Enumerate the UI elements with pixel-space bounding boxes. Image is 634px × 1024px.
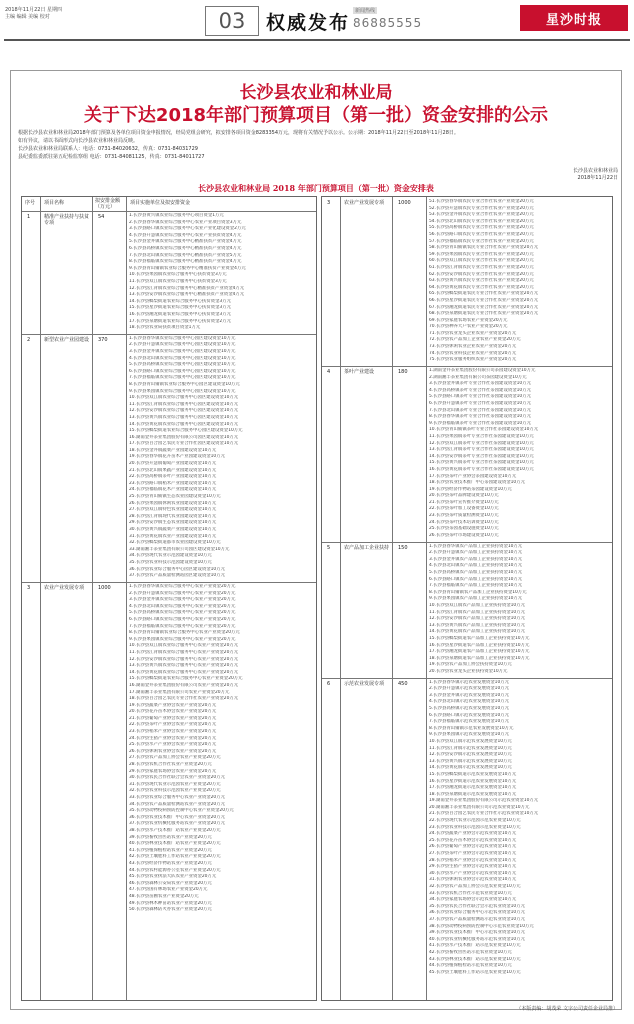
list-item: 14.长沙县榔梨街道农业综合服务中心扶贫资金3万元 [129, 298, 231, 304]
group-seq: 3 [27, 585, 31, 591]
list-item: 8.长沙县青山铺镇农业综合服务中心园区建设资金10万元 [129, 381, 240, 387]
brand-name: 星沙时报 [545, 13, 602, 28]
list-item: 27.长沙县农产品加工协会农业产业资金20万元 [129, 755, 221, 761]
column-divider [40, 197, 41, 1000]
list-item: 29.长沙县安沙镇生态农业园建设资金10万元 [129, 520, 217, 526]
list-item: 2.长沙县开慧镇农业综合服务中心园区建设资金10万元 [129, 342, 236, 348]
list-item: 4.长沙县北山镇农产品加工企业扶持资金10万元 [429, 563, 523, 569]
list-item: 11.长沙县果园镇茶叶专业合作社茶园建设资金10万元 [429, 433, 534, 439]
group-seq: 1 [27, 214, 31, 220]
list-item: 18.长沙县农业技术推广中心茶园建设资金10万元 [429, 480, 525, 486]
list-item: 72.长沙县农产品加工企业农业产业资金20万元 [429, 337, 521, 343]
list-item: 17.长沙县湘龙街道示范农业发展资金10万元 [429, 785, 517, 791]
list-item: 28.长沙县农机合作社农业产业资金20万元 [129, 762, 212, 768]
sign-date: 2018年11月22日 [577, 175, 618, 181]
list-item: 2.长沙县开慧镇示范农业发展资金10万元 [429, 686, 510, 692]
list-item: 8.长沙县青山铺镇农业综合服务中心农业产业资金20万元 [129, 630, 240, 636]
list-item: 69.长沙县家庭农场农业产业资金20万元 [429, 317, 508, 323]
list-item: 15.长沙县榔梨街道农业综合服务中心农业产业资金20万元 [129, 676, 243, 682]
section-title: 权威发布 [266, 12, 351, 34]
list-item: 25.长沙县水产产业协会农业产业资金20万元 [129, 742, 217, 748]
list-item: 25.长沙县茶园基础设施资金10万元 [429, 526, 499, 532]
list-item: 20.长沙县茶叶品牌建设资金10万元 [429, 493, 499, 499]
list-item: 9.长沙县果园镇农业综合服务中心园区建设资金10万元 [129, 388, 236, 394]
list-item: 45.长沙县农业执法大队农业产业资金20万元 [129, 874, 217, 880]
group-name: 农产品加工企业扶持 [344, 544, 390, 551]
list-item: 32.长沙县农产品加工协会示范农业资金10万元 [429, 884, 521, 889]
list-item: 6.长沙县开慧镇茶叶专业合作社茶园建设资金10万元 [429, 400, 531, 406]
list-item: 10.长沙县双江镇示范农业发展资金10万元 [429, 738, 512, 744]
list-item: 12.长沙县安沙镇农产品加工企业扶持资金10万元 [429, 616, 525, 622]
list-item: 48.长沙县苗圃农业产业资金20万元 [129, 893, 199, 899]
list-item: 1.长沙县黄兴镇农业综合服务中心项目资金1万元 [129, 213, 224, 218]
list-item: 1.湖南金井茶业集团股份有限公司茶园建设资金10万元 [429, 368, 536, 373]
brand-logo [520, 5, 628, 31]
list-item: 64.长沙县黄花镇农民专业合作社农业产业资金20万元 [429, 284, 534, 290]
list-item: 14.长沙县黄花镇示范农业发展资金10万元 [429, 765, 512, 771]
list-item: 13.长沙县江背镇茶叶专业合作社茶园建设资金10万元 [429, 447, 534, 453]
list-item: 66.长沙县星沙街道农民专业合作社农业产业资金20万元 [429, 297, 539, 303]
list-item: 40.长沙县农业机械化服务站示范农业资金10万元 [429, 936, 525, 942]
footnote: （本版责编：胡茂荣 文字公司责任企业局推） [516, 1006, 618, 1012]
list-item: 11.长沙县江背镇农业综合服务中心园区建设资金10万元 [129, 401, 239, 407]
notice-paragraph: 如有异议，请以书面形式向长沙县农业和林业局反映。 [18, 138, 139, 144]
list-item: 3.长沙县金井镇示范农业发展资金10万元 [429, 692, 510, 698]
list-item: 59.长沙县果园镇农民专业合作社农业产业资金20万元 [429, 251, 534, 257]
notice-title-line2: 关于下达2018年部门预算项目（第一批）资金安排的公示 [83, 105, 549, 126]
list-item: 25.长沙县花卉苗木协会示范农业资金10万元 [429, 837, 517, 843]
list-item: 20.长沙县开慧镇葡萄产业园建设资金10万元 [129, 461, 217, 467]
group-amount: 54 [98, 214, 105, 220]
column-divider [392, 197, 393, 1000]
list-item: 8.长沙县福临镇农业综合服务中心精准扶贫产业资金4万元 [129, 259, 242, 265]
list-item: 19.长沙县经济作物站茶园建设资金10万元 [429, 486, 512, 492]
list-item: 28.长沙县稻米产业协会示范农业资金10万元 [429, 857, 517, 863]
list-item: 24.长沙县生猪产业协会农业产业资金20万元 [129, 735, 217, 741]
header-items: 项目实施单位及拟安排资金 [130, 200, 191, 206]
group-divider [322, 366, 612, 367]
list-item: 19.长沙县蔬菜产业协会农业产业资金20万元 [129, 702, 217, 708]
list-item: 10.长沙县双江镇农产品加工企业扶持资金10万元 [429, 602, 525, 608]
list-item: 67.长沙县湘龙街道农民专业合作社农业产业资金20万元 [429, 304, 539, 310]
list-item: 11.长沙县江背镇农产品加工企业扶持资金10万元 [429, 609, 525, 615]
list-item: 36.长沙县农业综合服务中心示范农业资金10万元 [429, 910, 525, 916]
masthead-date: 2018年11月22日 星期四 [5, 7, 63, 13]
list-item: 5.长沙县路口镇茶叶专业合作社茶园建设资金10万元 [429, 394, 531, 400]
list-item: 14.长沙县黄花镇农业综合服务中心农业产业资金20万元 [129, 669, 239, 675]
list-item: 26.长沙县葡萄产业协会示范农业资金10万元 [429, 844, 517, 850]
group-item-list [429, 680, 609, 977]
list-item: 20.长沙县花卉苗木协会农业产业资金20万元 [129, 709, 217, 715]
list-item: 19.长沙县春华镇花卉苗木产业园建设资金10万元 [129, 454, 225, 460]
list-item: 13.长沙县黄兴镇农业综合服务中心农业产业资金20万元 [129, 663, 239, 669]
list-item: 56.长沙县路口镇农民专业合作社农业产业资金20万元 [429, 231, 534, 237]
list-item: 5.长沙县金井镇农业综合服务中心精准扶贫产业资金4万元 [129, 239, 242, 245]
list-item: 6.长沙县路口镇示范农业发展资金10万元 [429, 712, 510, 718]
list-item: 53.长沙县金井镇农民专业合作社农业产业资金20万元 [429, 212, 534, 218]
table-title: 长沙县农业和林业局 2018 年部门预算项目（第一批）资金安排表 [198, 183, 434, 193]
list-item: 37.长沙县农业机械化服务站农业产业资金20万元 [129, 821, 225, 827]
list-item: 24.长沙县茶叶技术培训资金10万元 [429, 519, 499, 525]
header-seq: 序号 [25, 200, 36, 206]
list-item: 23.长沙县稻米产业协会农业产业资金20万元 [129, 729, 217, 735]
group-seq: 5 [327, 544, 331, 551]
list-item: 10.长沙县果园镇农业综合服务中心扶贫资金3万元 [129, 272, 227, 278]
list-item: 13.长沙县安沙镇农业综合服务中心精准扶贫产业资金4万元 [129, 292, 245, 298]
list-item: 62.长沙县安沙镇农民专业合作社农业产业资金20万元 [429, 271, 534, 277]
list-item: 26.长沙县果园镇休闲农业园建设资金10万元 [129, 500, 217, 506]
group-item-list [429, 368, 609, 539]
group-divider [322, 542, 612, 543]
list-item: 22.长沙县茶叶产业协会农业产业资金20万元 [129, 722, 217, 728]
group-amount: 180 [398, 369, 408, 375]
list-item: 7.长沙县福临镇示范农业发展资金10万元 [429, 719, 510, 725]
list-item: 43.长沙县经济作物站农业产业资金20万元 [129, 860, 212, 866]
list-item: 2.湖南湘丰茶业集团有限公司茶园建设资金10万元 [429, 374, 527, 380]
list-item: 52.长沙县开慧镇农民专业合作社农业产业资金20万元 [429, 205, 534, 211]
list-item: 45.长沙县土壤肥料工作站示范农业资金10万元 [429, 969, 521, 975]
list-item: 34.长沙县家庭农场协会示范农业资金10万元 [429, 897, 517, 903]
list-item: 14.长沙县黄花镇农业综合服务中心园区建设资金10万元 [129, 421, 239, 427]
list-item: 7.长沙县北山镇茶叶专业合作社茶园建设资金10万元 [429, 407, 531, 413]
list-item: 7.长沙县福临镇农产品加工企业扶持资金10万元 [429, 583, 523, 589]
notice-contact: 长沙县农业和林业局联系人：电话：0731-84020632，传真：0731-84031729 [18, 146, 198, 152]
masthead-date-block [5, 7, 62, 21]
list-item: 16.长沙县湘龙街道农业综合服务中心扶贫资金3万元 [129, 311, 231, 317]
list-item: 73.长沙县休闲农业企业农业产业资金20万元 [429, 344, 517, 350]
list-item: 35.长沙县动物疫病预防控制中心农业产业资金20万元 [129, 808, 234, 814]
list-item: 22.长沙县现代农业示范园示范农业资金10万元 [429, 818, 521, 824]
list-item: 8.长沙县青山铺镇示范农业发展资金10万元 [429, 725, 514, 731]
list-item: 12.长沙县安沙镇示范农业发展资金10万元 [429, 752, 512, 758]
group-amount: 1000 [398, 200, 411, 206]
list-item: 7.长沙县福临镇农业综合服务中心农业产业资金20万元 [129, 623, 236, 629]
list-item: 36.长沙县农业综合服务中心园区建设资金10万元 [129, 566, 225, 572]
group-name: 精准产业扶持与扶贫专项 [44, 214, 90, 226]
notice-body [18, 129, 616, 161]
group-amount: 1000 [98, 585, 111, 591]
list-item: 21.长沙县葡萄产业协会农业产业资金20万元 [129, 715, 217, 721]
list-item: 27.长沙县茶叶产业协会示范农业资金10万元 [429, 851, 517, 857]
list-item: 38.长沙县动物疫病预防控制中心示范农业资金10万元 [429, 923, 534, 929]
list-item: 18.长沙县泉塘街道示范农业发展资金10万元 [429, 791, 517, 797]
list-item: 15.长沙县榔梨街道农产品加工企业扶持资金10万元 [429, 635, 530, 641]
list-item: 4.长沙县北山镇农业综合服务中心园区建设资金10万元 [129, 355, 236, 361]
list-item: 22.长沙县茶叶加工设备资金10万元 [429, 506, 499, 512]
group-name: 示范农业发展专项 [344, 680, 385, 687]
list-item: 46.长沙县森林公安局农业产业资金20万元 [129, 880, 212, 886]
list-item: 24.长沙县福临镇花木产业园建设资金10万元 [129, 487, 217, 493]
list-item: 11.长沙县双江镇农业综合服务中心扶贫资金3万元 [129, 278, 227, 284]
list-item: 39.长沙县畜牧兽医站农业产业资金20万元 [129, 834, 212, 840]
group-amount: 150 [398, 544, 408, 551]
list-item: 49.长沙县林木种苗站农业产业资金20万元 [129, 900, 212, 906]
masthead-editors: 主编 编辑 美编 校对 [5, 14, 50, 20]
list-item: 5.长沙县高桥镇农业综合服务中心园区建设资金10万元 [129, 362, 236, 368]
list-item: 16.湖南金井茶业集团股份有限公司农业产业资金20万元 [129, 682, 239, 688]
hotline-label: 新闻热线 [355, 8, 376, 14]
list-item: 28.长沙县江背镇现代农业园建设资金10万元 [129, 513, 217, 519]
list-item: 43.长沙县林业技术推广站示范农业资金10万元 [429, 956, 521, 962]
list-item: 29.长沙县生猪产业协会示范农业资金10万元 [429, 864, 517, 870]
list-item: 10.长沙县双江镇农业综合服务中心园区建设资金10万元 [129, 395, 239, 401]
signer: 长沙县农业和林业局 [572, 168, 618, 174]
list-item: 61.长沙县江背镇农民专业合作社农业产业资金20万元 [429, 264, 534, 270]
group-amount: 450 [398, 680, 408, 687]
list-item: 18.长沙县金井镇蔬菜产业园建设资金10万元 [129, 447, 217, 453]
list-item: 32.长沙县榔梨街道都市农业园建设资金10万元 [129, 540, 221, 546]
list-item: 4.长沙县北山镇农业综合服务中心农业产业资金20万元 [129, 603, 236, 609]
column-divider [340, 197, 341, 1000]
list-item: 16.长沙县星沙街道农产品加工企业扶持资金10万元 [429, 642, 530, 648]
group-name: 农业产业发展专项 [344, 200, 385, 206]
list-item: 9.长沙县果园镇农产品加工企业扶持资金10万元 [429, 596, 523, 602]
header-amount: 拟安排金额（万元） [95, 198, 121, 210]
list-item: 36.长沙县农业技术推广中心农业产业资金20万元 [129, 814, 225, 820]
signature-block [573, 168, 618, 182]
list-item: 17.湖南湘丰茶业集团有限公司农业产业资金20万元 [129, 689, 230, 695]
list-item: 23.长沙县茶叶质量检测资金10万元 [429, 513, 499, 519]
list-item: 14.长沙县黄花镇农产品加工企业扶持资金10万元 [429, 629, 525, 635]
column-divider [126, 197, 127, 1000]
group-divider [22, 334, 316, 335]
list-item: 21.长沙县百合园艺农民专业合作社示范农业资金10万元 [429, 811, 539, 817]
list-item: 18.长沙县农业局扶贫项目资金1万元 [129, 325, 201, 331]
list-item: 10.长沙县双江镇农业综合服务中心农业产业资金20万元 [129, 643, 239, 649]
group-name: 茶叶产业建设 [344, 369, 375, 375]
list-item: 20.长沙县农业龙头企业扶持资金10万元 [429, 668, 508, 674]
list-item: 31.长沙县黄花镇农业产业园建设资金10万元 [129, 533, 217, 539]
masthead [0, 0, 634, 40]
list-item: 7.长沙县福临镇农业综合服务中心园区建设资金10万元 [129, 375, 236, 381]
list-item: 26.长沙县茶叶市场建设资金10万元 [429, 532, 499, 538]
list-item: 8.长沙县青山铺镇农产品加工企业扶持资金10万元 [429, 589, 527, 595]
list-item: 70.长沙县种养大户农业产业资金20万元 [429, 324, 508, 330]
list-item: 34.长沙县农产品质量检测站农业产业资金20万元 [129, 801, 225, 807]
group-divider [322, 678, 612, 679]
list-item: 33.长沙县农机合作社示范农业资金10万元 [429, 890, 512, 896]
list-item: 38.长沙县水产技术推广站农业产业资金20万元 [129, 827, 221, 833]
list-item: 74.长沙县农业科技企业农业产业资金20万元 [429, 350, 517, 356]
group-name: 新型农业产业园建设 [44, 336, 90, 343]
list-item: 71.长沙县农业龙头企业农业产业资金20万元 [429, 330, 517, 336]
list-item: 41.长沙县水产技术推广站示范农业资金10万元 [429, 943, 521, 949]
list-item: 2.长沙县开慧镇农产品加工企业扶持资金10万元 [429, 550, 523, 556]
list-item: 15.长沙县榔梨街道农业综合服务中心园区建设资金10万元 [129, 428, 243, 434]
group-item-list [129, 213, 313, 332]
list-item: 35.长沙县农民合作社联合会示范农业资金10万元 [429, 903, 525, 909]
list-item: 23.长沙县路口镇稻米产业园建设资金10万元 [129, 480, 217, 486]
list-item: 3.长沙县金井镇农产品加工企业扶持资金10万元 [429, 556, 523, 562]
list-item: 19.长沙县农产品加工协会扶持资金10万元 [429, 662, 512, 668]
list-item: 54.长沙县北山镇农民专业合作社农业产业资金20万元 [429, 218, 534, 224]
list-item: 34.长沙县现代农业示范园建设资金10万元 [129, 553, 212, 559]
list-item: 3.长沙县金井镇农业综合服务中心农业产业资金20万元 [129, 597, 236, 603]
list-item: 35.长沙县农业科技示范园建设资金10万元 [129, 559, 212, 565]
list-item: 22.长沙县高桥镇茶叶产业园建设资金10万元 [129, 474, 217, 480]
list-item: 39.长沙县农业技术推广中心示范农业资金10万元 [429, 930, 525, 936]
list-item: 5.长沙县高桥镇农产品加工企业扶持资金10万元 [429, 569, 523, 575]
list-item: 15.长沙县黄兴镇茶叶专业合作社茶园建设资金10万元 [429, 460, 534, 466]
list-item: 44.长沙县农村能源办公室农业产业资金20万元 [129, 867, 221, 873]
list-item: 60.长沙县双江镇农民专业合作社农业产业资金20万元 [429, 258, 534, 264]
list-item: 11.长沙县江背镇示范农业发展资金10万元 [429, 745, 512, 751]
hotline-number: 86885555 [353, 16, 423, 30]
list-item: 20.湖南湘丰茶业集团有限公司示范农业资金10万元 [429, 804, 530, 810]
list-item: 33.长沙县农业综合服务中心农业产业资金20万元 [129, 795, 225, 800]
list-item: 5.长沙县高桥镇农业综合服务中心农业产业资金20万元 [129, 610, 236, 616]
list-item: 10.长沙县青山铺镇茶叶专业合作社茶园建设资金10万元 [429, 427, 539, 433]
list-item: 17.长沙县百合园艺农民专业合作社园区建设资金10万元 [129, 441, 239, 447]
list-item: 16.长沙县黄花镇茶叶专业合作社茶园建设资金10万元 [429, 466, 534, 472]
list-item: 2.长沙县开慧镇农业综合服务中心农业产业资金20万元 [129, 590, 236, 596]
list-item: 14.长沙县安沙镇茶叶专业合作社茶园建设资金10万元 [429, 453, 534, 459]
list-item: 1.长沙县春华镇示范农业发展资金10万元 [429, 679, 510, 685]
group-amount: 370 [98, 336, 108, 343]
list-item: 41.长沙县植保植检站农业产业资金20万元 [129, 847, 212, 853]
list-item: 12.长沙县安沙镇农业综合服务中心农业产业资金20万元 [129, 656, 239, 662]
list-item: 30.长沙县黄兴镇蔬菜产业园建设资金10万元 [129, 527, 217, 533]
page-number: 03 [205, 6, 259, 36]
list-item: 18.长沙县泉塘街道农产品加工企业扶持资金10万元 [429, 655, 530, 661]
list-item: 29.长沙县家庭农场协会农业产业资金20万元 [129, 768, 217, 774]
list-item: 6.长沙县路口镇农产品加工企业扶持资金10万元 [429, 576, 523, 582]
list-item: 55.长沙县高桥镇农民专业合作社农业产业资金20万元 [429, 225, 534, 231]
list-item: 9.长沙县青山铺镇农业综合服务中心精准扶贫产业资金4万元 [129, 265, 246, 271]
list-item: 27.长沙县双江镇特色农业园建设资金10万元 [129, 507, 217, 513]
list-item: 25.长沙县青山铺镇生态农业园建设资金10万元 [129, 494, 221, 500]
column-divider [92, 197, 93, 1000]
notice-title-line1: 长沙县农业和林业局 [239, 83, 393, 103]
list-item: 63.长沙县黄兴镇农民专业合作社农业产业资金20万元 [429, 278, 534, 284]
list-item: 44.长沙县植保植检站示范农业资金10万元 [429, 963, 512, 969]
list-item: 21.长沙县茶叶宣传推介资金10万元 [429, 499, 499, 505]
list-item: 33.湖南湘丰茶业集团有限公司园区建设资金10万元 [129, 546, 230, 552]
list-item: 51.长沙县春华镇农民专业合作社农业产业资金20万元 [429, 199, 534, 204]
group-divider [22, 582, 316, 583]
list-item: 9.长沙县福临镇茶叶专业合作社茶园建设资金10万元 [429, 420, 531, 426]
list-item: 37.长沙县农产品质量检测站园区建设资金10万元 [129, 573, 225, 579]
group-seq: 4 [327, 369, 331, 375]
notice-contact: 县纪委监委派驻第五纪检监察组 电话：0731-84081125，传真：0731-84011727 [18, 154, 205, 160]
list-item: 23.长沙县农业科技示范园示范农业资金10万元 [429, 824, 521, 830]
list-item: 12.长沙县双江镇茶叶专业合作社茶园建设资金10万元 [429, 440, 534, 446]
list-item: 47.长沙县国有林场农业产业资金20万元 [129, 887, 208, 893]
list-item: 18.长沙县百合园艺农民专业合作社农业产业资金20万元 [129, 696, 239, 702]
list-item: 1.长沙县春华镇农业综合服务中心农业产业资金20万元 [129, 584, 236, 589]
budget-table-right [321, 196, 613, 1001]
list-item: 16.长沙县星沙街道示范农业发展资金10万元 [429, 778, 517, 784]
group-item-list [429, 199, 609, 364]
list-item: 6.长沙县路口镇农业综合服务中心农业产业资金20万元 [129, 616, 236, 622]
list-item: 19.湖南金井茶业集团股份有限公司示范农业资金10万元 [429, 798, 539, 804]
list-item: 7.长沙县北山镇农业综合服务中心精准扶贫产业资金5万元 [129, 252, 242, 258]
list-item: 31.长沙县休闲农业协会示范农业资金10万元 [429, 877, 517, 883]
list-item: 6.长沙县路口镇农业综合服务中心园区建设资金10万元 [129, 368, 236, 374]
list-item: 26.长沙县休闲农业协会农业产业资金20万元 [129, 748, 217, 754]
list-item: 15.长沙县星沙街道农业综合服务中心扶贫资金3万元 [129, 305, 231, 311]
list-item: 57.长沙县福临镇农民专业合作社农业产业资金20万元 [429, 238, 534, 244]
list-item: 15.长沙县榔梨街道示范农业发展资金10万元 [429, 771, 517, 777]
list-item: 3.长沙县金井镇农业综合服务中心园区建设资金10万元 [129, 348, 236, 354]
group-item-list [129, 336, 313, 580]
list-item: 68.长沙县泉塘街道农民专业合作社农业产业资金20万元 [429, 311, 539, 317]
list-item: 17.长沙县泉塘街道农业综合服务中心扶贫资金2万元 [129, 318, 231, 324]
list-item: 42.长沙县土壤肥料工作站农业产业资金20万元 [129, 854, 221, 860]
list-item: 12.长沙县江背镇农业综合服务中心精准扶贫产业资金4万元 [129, 285, 245, 291]
list-item: 16.湖南金井茶业集团股份有限公司园区建设资金10万元 [129, 434, 239, 440]
list-item: 30.长沙县农民合作社联合会农业产业资金20万元 [129, 775, 225, 781]
list-item: 30.长沙县水产产业协会示范农业资金10万元 [429, 870, 517, 876]
list-item: 13.长沙县黄兴镇农业综合服务中心园区建设资金10万元 [129, 414, 239, 420]
group-divider [22, 211, 316, 212]
list-item: 65.长沙县榔梨街道农民专业合作社农业产业资金20万元 [429, 291, 539, 297]
list-item: 9.长沙县果园镇示范农业发展资金10万元 [429, 732, 510, 738]
list-item: 6.长沙县高桥镇农业综合服务中心精准扶贫产业资金4万元 [129, 245, 242, 251]
group-item-list [129, 584, 313, 914]
list-item: 32.长沙县农业科技示范园农业产业资金20万元 [129, 788, 221, 794]
group-seq: 6 [327, 680, 331, 687]
column-divider [426, 197, 427, 1000]
group-seq: 2 [27, 336, 31, 343]
list-item: 9.长沙县果园镇农业综合服务中心农业产业资金20万元 [129, 636, 236, 642]
list-item: 31.长沙县现代农业示范园农业产业资金20万元 [129, 781, 221, 787]
group-name: 农业产业发展专项 [44, 585, 85, 591]
group-seq: 3 [327, 200, 331, 206]
group-item-list [429, 544, 609, 676]
list-item: 8.长沙县春华镇茶叶专业合作社茶园建设资金10万元 [429, 414, 531, 420]
list-item: 1.长沙县春华镇农产品加工企业扶持资金10万元 [429, 543, 523, 549]
list-item: 17.长沙县茶叶产业协会茶园建设资金10万元 [429, 473, 517, 479]
list-item: 4.长沙县北山镇示范农业发展资金10万元 [429, 699, 510, 705]
masthead-divider [4, 39, 630, 41]
list-item: 3.长沙县路口镇农业综合服务中心农业产业化建设资金2万元 [129, 226, 246, 232]
budget-table-left [21, 196, 317, 1001]
list-item: 37.长沙县农产品质量检测站示范农业资金10万元 [429, 916, 525, 922]
list-item: 21.长沙县北山镇果蔬产业园建设资金10万元 [129, 467, 217, 473]
list-item: 17.长沙县湘龙街道农产品加工企业扶持资金10万元 [429, 649, 530, 655]
list-item: 4.长沙县高桥镇茶叶专业合作社茶园建设资金10万元 [429, 387, 531, 393]
list-item: 4.长沙县开慧镇农业综合服务中心农业产业扶贫资金4万元 [129, 232, 242, 238]
list-item: 12.长沙县安沙镇农业综合服务中心园区建设资金10万元 [129, 408, 239, 414]
list-item: 58.长沙县青山铺镇农民专业合作社农业产业资金20万元 [429, 245, 539, 251]
notice-paragraph: 根据长沙县农业和林业局2018年部门预算及各单位项目资金申报情况，经局党组会研究，拟安排各项目资金8283354万元，现将有关情况予以公示。公示期：2018年11月22日至2018年11月28日。 [18, 130, 459, 136]
list-item: 3.长沙县金井镇茶叶专业合作社茶园建设资金10万元 [429, 381, 531, 387]
list-item: 2.长沙县春华镇农业综合服务中心农业产业项目资金3万元 [129, 219, 242, 225]
list-item: 42.长沙县畜牧兽医站示范农业资金10万元 [429, 949, 512, 955]
list-item: 1.长沙县春华镇农业综合服务中心园区建设资金10万元 [129, 335, 236, 341]
header-name: 项目名称 [44, 200, 65, 206]
list-item: 13.长沙县黄兴镇农产品加工企业扶持资金10万元 [429, 622, 525, 628]
list-item: 50.长沙县森林防火办农业产业资金20万元 [129, 907, 212, 913]
list-item: 40.长沙县林业技术推广站农业产业资金20万元 [129, 841, 221, 847]
list-item: 13.长沙县黄兴镇示范农业发展资金10万元 [429, 758, 512, 764]
list-item: 24.长沙县蔬菜产业协会示范农业资金10万元 [429, 831, 517, 837]
list-item: 75.长沙县农业服务组织农业产业资金20万元 [429, 357, 517, 363]
list-item: 11.长沙县江背镇农业综合服务中心农业产业资金20万元 [129, 649, 239, 655]
list-item: 5.长沙县高桥镇示范农业发展资金10万元 [429, 705, 510, 711]
